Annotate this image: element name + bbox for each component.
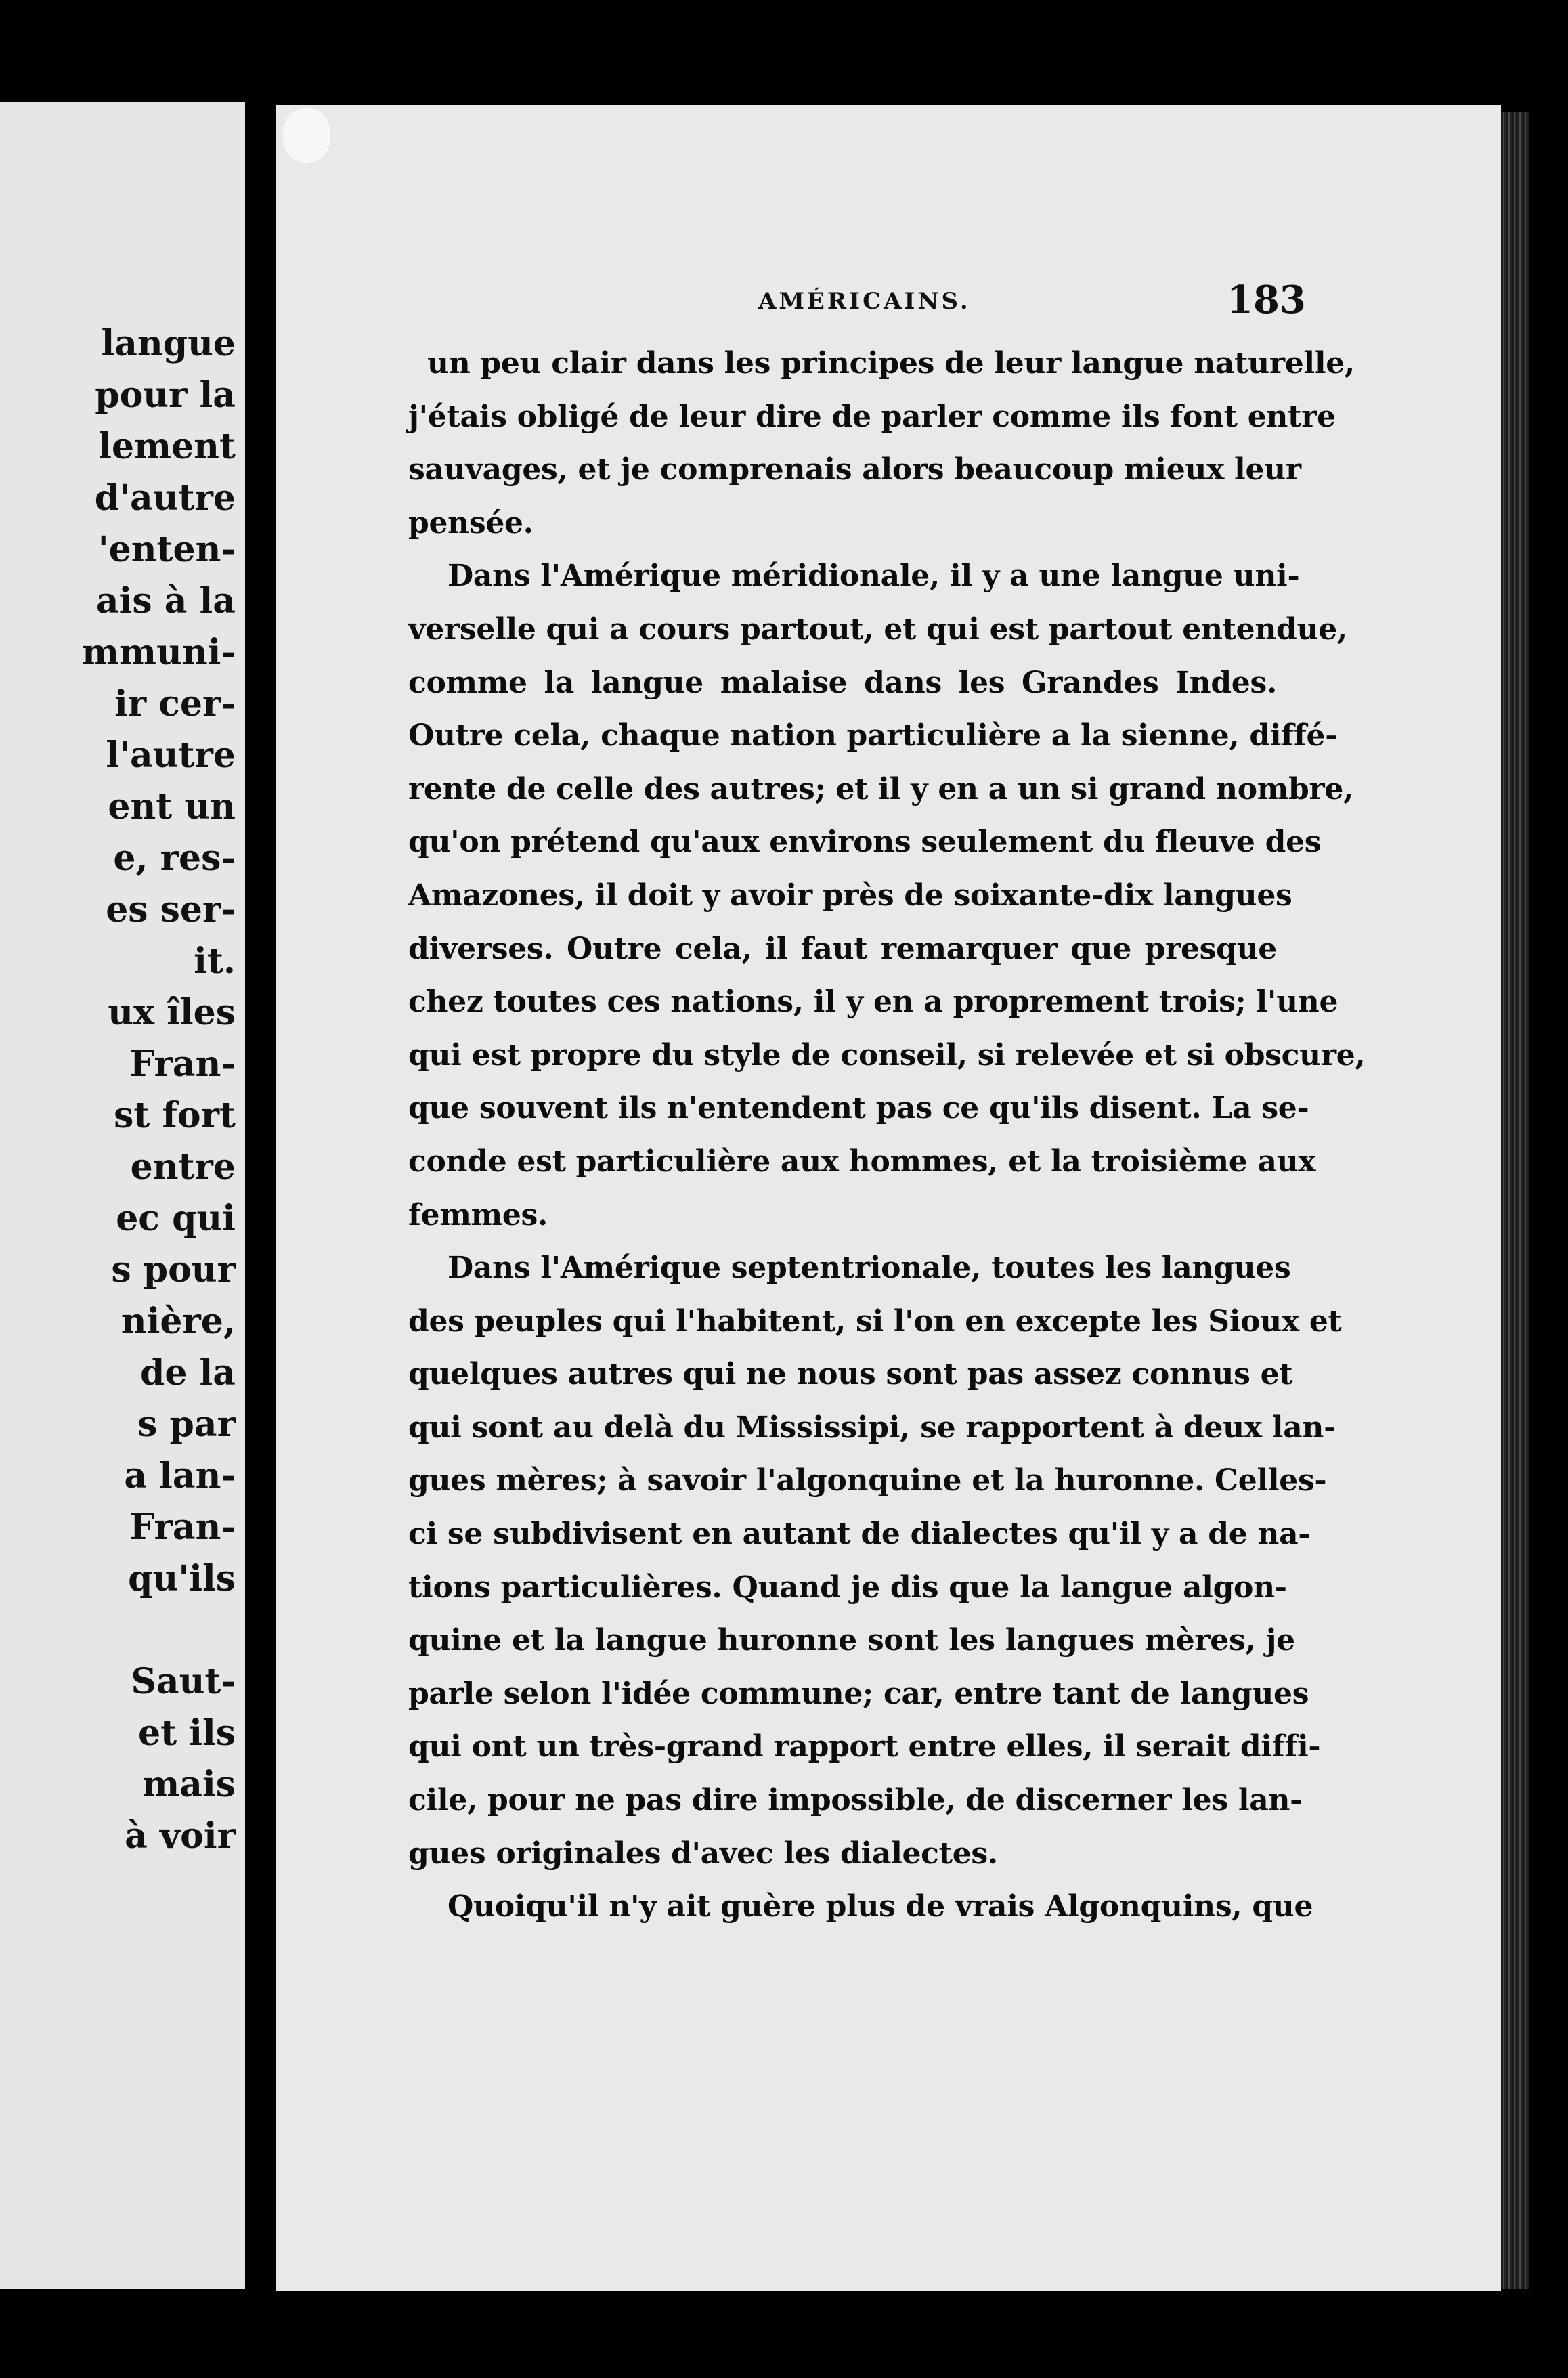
- text-line: quine et la langue huronne sont les langues mères, je: [408, 1623, 1295, 1658]
- previous-page-line: à voir: [125, 1815, 236, 1857]
- previous-page-line: langue: [101, 323, 236, 364]
- paragraph: [408, 337, 1355, 550]
- text-line: qui est propre du style de conseil, si relevée et si obscure,: [408, 1037, 1366, 1073]
- previous-page-line: Fran-: [129, 1043, 236, 1085]
- book-gutter: [245, 0, 276, 2378]
- text-line: ci se subdivisent en autant de dialectes qu'il y a de na-: [408, 1517, 1311, 1552]
- text-line: gues mères; à savoir l'algonquine et la huronne. Celles-: [408, 1463, 1327, 1498]
- text-line: des peuples qui l'habitent, si l'on en excepte les Sioux et: [408, 1303, 1342, 1339]
- text-line: un peu clair dans les principes de leur langue naturelle,: [427, 346, 1355, 381]
- previous-page-line: lement: [98, 426, 236, 467]
- text-line: comme la langue malaise dans les Grandes Indes.: [408, 665, 1277, 700]
- text-line: conde est particulière aux hommes, et la troisième aux: [408, 1144, 1316, 1179]
- paragraph: [408, 550, 1366, 1242]
- previous-page-line: es ser-: [106, 889, 236, 930]
- text-line: Quoiqu'il n'y ait guère plus de vrais Algonquins, que: [448, 1889, 1313, 1924]
- previous-page-line: s pour: [111, 1249, 236, 1291]
- text-line: parle selon l'idée commune; car, entre tant de langues: [408, 1676, 1309, 1711]
- page-number: 183: [1227, 278, 1306, 322]
- text-line: Dans l'Amérique méridionale, il y a une langue uni-: [448, 559, 1300, 594]
- previous-page-line: pour la: [95, 374, 236, 416]
- previous-page-line: qu'ils: [128, 1558, 236, 1599]
- previous-page-line: a lan-: [124, 1455, 236, 1496]
- previous-page-line: l'autre: [106, 735, 236, 776]
- previous-page-line: st fort: [114, 1095, 236, 1136]
- previous-page-line: nière,: [121, 1301, 236, 1342]
- paragraph: [408, 1242, 1342, 1880]
- text-line: rente de celle des autres; et il y en a un si grand nombre,: [408, 771, 1354, 806]
- previous-page-line: Fran-: [129, 1507, 236, 1548]
- previous-page-line: ir cer-: [114, 683, 236, 725]
- previous-page-line: [82, 1605, 236, 1656]
- previous-page-line: mais: [142, 1764, 236, 1805]
- text-line: diverses. Outre cela, il faut remarquer que presque: [408, 931, 1277, 966]
- previous-page-line-endings: [82, 318, 236, 1862]
- paragraph: [408, 1880, 1313, 1934]
- text-line: Amazones, il doit y avoir près de soixante-dix langues: [408, 878, 1292, 913]
- previous-page-line: e, res-: [113, 838, 236, 879]
- text-line: gues originales d'avec les dialectes.: [408, 1836, 998, 1871]
- previous-page-line: s par: [137, 1404, 236, 1445]
- text-line: verselle qui a cours partout, et qui est partout entendue,: [408, 611, 1347, 647]
- previous-page-line: et ils: [138, 1712, 236, 1754]
- page-edge-stack: [1501, 112, 1529, 2289]
- text-line: femmes.: [408, 1197, 548, 1232]
- running-head: AMÉRICAINS.: [758, 288, 971, 315]
- text-line: chez toutes ces nations, il y en a proprement trois; l'une: [408, 985, 1338, 1020]
- text-line: qu'on prétend qu'aux environs seulement du fleuve des: [408, 825, 1322, 860]
- previous-page-line: mmuni-: [82, 632, 236, 673]
- previous-page-fragment: [0, 102, 245, 2289]
- previous-page-line: ec qui: [116, 1198, 236, 1239]
- previous-page-line: ent un: [108, 786, 236, 827]
- text-line: Outre cela, chaque nation particulière a la sienne, diffé-: [408, 718, 1338, 754]
- previous-page-line: entre: [130, 1146, 236, 1188]
- previous-page-line: ais à la: [95, 580, 236, 622]
- text-line: Dans l'Amérique septentrionale, toutes les langues: [448, 1251, 1291, 1286]
- text-line: j'étais obligé de leur dire de parler comme ils font entre: [408, 399, 1336, 434]
- previous-page-line: Saut-: [131, 1661, 236, 1702]
- previous-page-line: ux îles: [108, 992, 236, 1033]
- text-line: que souvent ils n'entendent pas ce qu'ils disent. La se-: [408, 1091, 1309, 1126]
- text-line: qui sont au delà du Mississipi, se rapportent à deux lan-: [408, 1410, 1336, 1445]
- text-line: sauvages, et je comprenais alors beaucoup mieux leur: [408, 452, 1301, 488]
- previous-page-line: de la: [140, 1352, 236, 1393]
- text-line: pensée.: [408, 505, 533, 540]
- text-line: tions particulières. Quand je dis que la langue algon-: [408, 1570, 1287, 1605]
- text-line: quelques autres qui ne nous sont pas assez connus et: [408, 1357, 1293, 1392]
- previous-page-line: it.: [194, 941, 236, 982]
- previous-page-line: d'autre: [94, 477, 236, 519]
- text-line: qui ont un très-grand rapport entre elles, il serait diffi-: [408, 1729, 1321, 1765]
- paper-stain: [283, 108, 330, 163]
- text-line: cile, pour ne pas dire impossible, de discerner les lan-: [408, 1783, 1303, 1818]
- previous-page-line: 'enten-: [97, 529, 236, 570]
- body-text: [408, 337, 1366, 1934]
